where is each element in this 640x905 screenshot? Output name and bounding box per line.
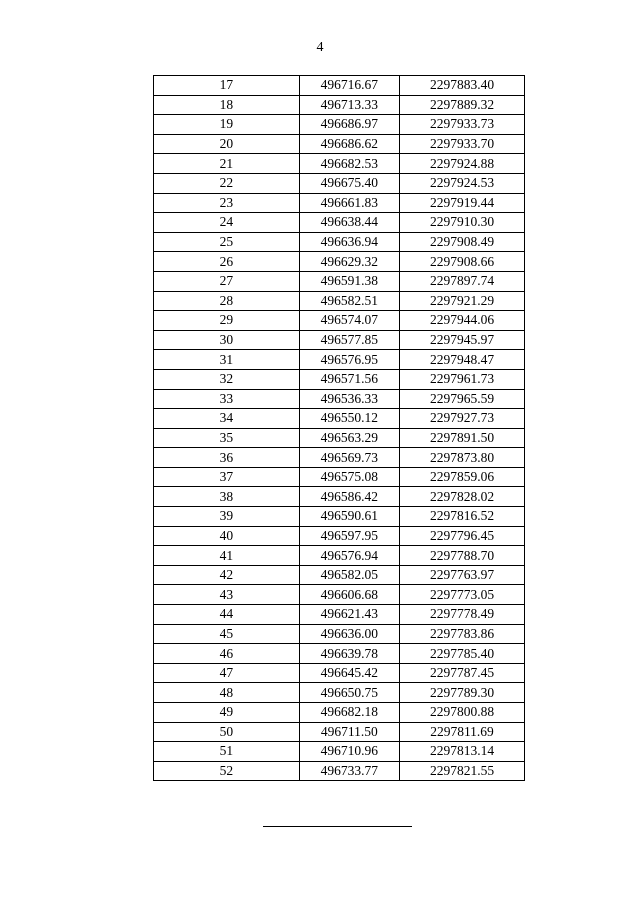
table-row bbox=[154, 134, 525, 154]
table-row bbox=[154, 193, 525, 213]
x-coordinate-cell: 496571.56 bbox=[299, 369, 399, 389]
table-row bbox=[154, 507, 525, 527]
y-coordinate-cell: 2297800.88 bbox=[400, 703, 525, 723]
coordinates-table bbox=[153, 75, 525, 781]
y-coordinate-cell: 2297889.32 bbox=[400, 95, 525, 115]
x-coordinate-cell: 496536.33 bbox=[299, 389, 399, 409]
y-coordinate-cell: 2297773.05 bbox=[400, 585, 525, 605]
y-coordinate-cell: 2297948.47 bbox=[400, 350, 525, 370]
table-row bbox=[154, 546, 525, 566]
y-coordinate-cell: 2297933.70 bbox=[400, 134, 525, 154]
table-row bbox=[154, 271, 525, 291]
y-coordinate-cell: 2297785.40 bbox=[400, 644, 525, 664]
point-number-cell: 51 bbox=[154, 742, 300, 762]
point-number-cell: 28 bbox=[154, 291, 300, 311]
x-coordinate-cell: 496733.77 bbox=[299, 761, 399, 781]
x-coordinate-cell: 496550.12 bbox=[299, 409, 399, 429]
y-coordinate-cell: 2297816.52 bbox=[400, 507, 525, 527]
y-coordinate-cell: 2297919.44 bbox=[400, 193, 525, 213]
table-row bbox=[154, 742, 525, 762]
table-row bbox=[154, 722, 525, 742]
x-coordinate-cell: 496686.62 bbox=[299, 134, 399, 154]
y-coordinate-cell: 2297859.06 bbox=[400, 467, 525, 487]
y-coordinate-cell: 2297908.66 bbox=[400, 252, 525, 272]
x-coordinate-cell: 496574.07 bbox=[299, 311, 399, 331]
end-of-document-rule bbox=[263, 826, 412, 827]
point-number-cell: 47 bbox=[154, 663, 300, 683]
x-coordinate-cell: 496645.42 bbox=[299, 663, 399, 683]
table-row bbox=[154, 291, 525, 311]
coordinates-table-body bbox=[154, 76, 525, 781]
x-coordinate-cell: 496586.42 bbox=[299, 487, 399, 507]
point-number-cell: 49 bbox=[154, 703, 300, 723]
x-coordinate-cell: 496682.53 bbox=[299, 154, 399, 174]
point-number-cell: 50 bbox=[154, 722, 300, 742]
y-coordinate-cell: 2297910.30 bbox=[400, 213, 525, 233]
point-number-cell: 44 bbox=[154, 605, 300, 625]
y-coordinate-cell: 2297924.88 bbox=[400, 154, 525, 174]
x-coordinate-cell: 496682.18 bbox=[299, 703, 399, 723]
x-coordinate-cell: 496606.68 bbox=[299, 585, 399, 605]
y-coordinate-cell: 2297908.49 bbox=[400, 232, 525, 252]
point-number-cell: 35 bbox=[154, 428, 300, 448]
table-row bbox=[154, 467, 525, 487]
x-coordinate-cell: 496711.50 bbox=[299, 722, 399, 742]
table-row bbox=[154, 311, 525, 331]
x-coordinate-cell: 496569.73 bbox=[299, 448, 399, 468]
point-number-cell: 32 bbox=[154, 369, 300, 389]
point-number-cell: 27 bbox=[154, 271, 300, 291]
y-coordinate-cell: 2297897.74 bbox=[400, 271, 525, 291]
x-coordinate-cell: 496686.97 bbox=[299, 115, 399, 135]
table-row bbox=[154, 487, 525, 507]
point-number-cell: 52 bbox=[154, 761, 300, 781]
point-number-cell: 22 bbox=[154, 173, 300, 193]
x-coordinate-cell: 496675.40 bbox=[299, 173, 399, 193]
point-number-cell: 26 bbox=[154, 252, 300, 272]
table-row bbox=[154, 448, 525, 468]
y-coordinate-cell: 2297787.45 bbox=[400, 663, 525, 683]
x-coordinate-cell: 496563.29 bbox=[299, 428, 399, 448]
table-row bbox=[154, 389, 525, 409]
point-number-cell: 39 bbox=[154, 507, 300, 527]
table-row bbox=[154, 252, 525, 272]
point-number-cell: 25 bbox=[154, 232, 300, 252]
y-coordinate-cell: 2297924.53 bbox=[400, 173, 525, 193]
x-coordinate-cell: 496629.32 bbox=[299, 252, 399, 272]
table-row bbox=[154, 526, 525, 546]
table-row bbox=[154, 683, 525, 703]
point-number-cell: 42 bbox=[154, 565, 300, 585]
table-row bbox=[154, 663, 525, 683]
point-number-cell: 38 bbox=[154, 487, 300, 507]
point-number-cell: 30 bbox=[154, 330, 300, 350]
point-number-cell: 31 bbox=[154, 350, 300, 370]
x-coordinate-cell: 496590.61 bbox=[299, 507, 399, 527]
y-coordinate-cell: 2297828.02 bbox=[400, 487, 525, 507]
y-coordinate-cell: 2297873.80 bbox=[400, 448, 525, 468]
y-coordinate-cell: 2297921.29 bbox=[400, 291, 525, 311]
point-number-cell: 19 bbox=[154, 115, 300, 135]
point-number-cell: 18 bbox=[154, 95, 300, 115]
point-number-cell: 21 bbox=[154, 154, 300, 174]
y-coordinate-cell: 2297811.69 bbox=[400, 722, 525, 742]
y-coordinate-cell: 2297789.30 bbox=[400, 683, 525, 703]
y-coordinate-cell: 2297965.59 bbox=[400, 389, 525, 409]
x-coordinate-cell: 496710.96 bbox=[299, 742, 399, 762]
table-row bbox=[154, 115, 525, 135]
point-number-cell: 45 bbox=[154, 624, 300, 644]
x-coordinate-cell: 496576.94 bbox=[299, 546, 399, 566]
x-coordinate-cell: 496577.85 bbox=[299, 330, 399, 350]
point-number-cell: 40 bbox=[154, 526, 300, 546]
point-number-cell: 41 bbox=[154, 546, 300, 566]
table-row bbox=[154, 173, 525, 193]
x-coordinate-cell: 496591.38 bbox=[299, 271, 399, 291]
point-number-cell: 48 bbox=[154, 683, 300, 703]
table-row bbox=[154, 409, 525, 429]
table-row bbox=[154, 605, 525, 625]
y-coordinate-cell: 2297821.55 bbox=[400, 761, 525, 781]
point-number-cell: 43 bbox=[154, 585, 300, 605]
y-coordinate-cell: 2297796.45 bbox=[400, 526, 525, 546]
y-coordinate-cell: 2297763.97 bbox=[400, 565, 525, 585]
y-coordinate-cell: 2297783.86 bbox=[400, 624, 525, 644]
point-number-cell: 34 bbox=[154, 409, 300, 429]
table-row bbox=[154, 213, 525, 233]
y-coordinate-cell: 2297944.06 bbox=[400, 311, 525, 331]
table-row bbox=[154, 95, 525, 115]
y-coordinate-cell: 2297945.97 bbox=[400, 330, 525, 350]
x-coordinate-cell: 496636.00 bbox=[299, 624, 399, 644]
x-coordinate-cell: 496582.51 bbox=[299, 291, 399, 311]
table-row bbox=[154, 428, 525, 448]
y-coordinate-cell: 2297961.73 bbox=[400, 369, 525, 389]
table-row bbox=[154, 585, 525, 605]
table-row bbox=[154, 624, 525, 644]
point-number-cell: 20 bbox=[154, 134, 300, 154]
point-number-cell: 29 bbox=[154, 311, 300, 331]
table-row bbox=[154, 369, 525, 389]
point-number-cell: 24 bbox=[154, 213, 300, 233]
table-row bbox=[154, 350, 525, 370]
table-row bbox=[154, 761, 525, 781]
table-row bbox=[154, 330, 525, 350]
table-row bbox=[154, 644, 525, 664]
table-row bbox=[154, 232, 525, 252]
x-coordinate-cell: 496576.95 bbox=[299, 350, 399, 370]
y-coordinate-cell: 2297813.14 bbox=[400, 742, 525, 762]
point-number-cell: 46 bbox=[154, 644, 300, 664]
page-number: 4 bbox=[316, 40, 324, 55]
y-coordinate-cell: 2297778.49 bbox=[400, 605, 525, 625]
point-number-cell: 17 bbox=[154, 76, 300, 96]
point-number-cell: 37 bbox=[154, 467, 300, 487]
point-number-cell: 23 bbox=[154, 193, 300, 213]
x-coordinate-cell: 496713.33 bbox=[299, 95, 399, 115]
table-row bbox=[154, 703, 525, 723]
x-coordinate-cell: 496650.75 bbox=[299, 683, 399, 703]
x-coordinate-cell: 496716.67 bbox=[299, 76, 399, 96]
table-row bbox=[154, 565, 525, 585]
y-coordinate-cell: 2297891.50 bbox=[400, 428, 525, 448]
x-coordinate-cell: 496638.44 bbox=[299, 213, 399, 233]
y-coordinate-cell: 2297927.73 bbox=[400, 409, 525, 429]
table-row bbox=[154, 76, 525, 96]
x-coordinate-cell: 496639.78 bbox=[299, 644, 399, 664]
point-number-cell: 33 bbox=[154, 389, 300, 409]
y-coordinate-cell: 2297933.73 bbox=[400, 115, 525, 135]
x-coordinate-cell: 496621.43 bbox=[299, 605, 399, 625]
point-number-cell: 36 bbox=[154, 448, 300, 468]
x-coordinate-cell: 496636.94 bbox=[299, 232, 399, 252]
y-coordinate-cell: 2297788.70 bbox=[400, 546, 525, 566]
x-coordinate-cell: 496575.08 bbox=[299, 467, 399, 487]
x-coordinate-cell: 496582.05 bbox=[299, 565, 399, 585]
y-coordinate-cell: 2297883.40 bbox=[400, 76, 525, 96]
x-coordinate-cell: 496597.95 bbox=[299, 526, 399, 546]
table-row bbox=[154, 154, 525, 174]
x-coordinate-cell: 496661.83 bbox=[299, 193, 399, 213]
